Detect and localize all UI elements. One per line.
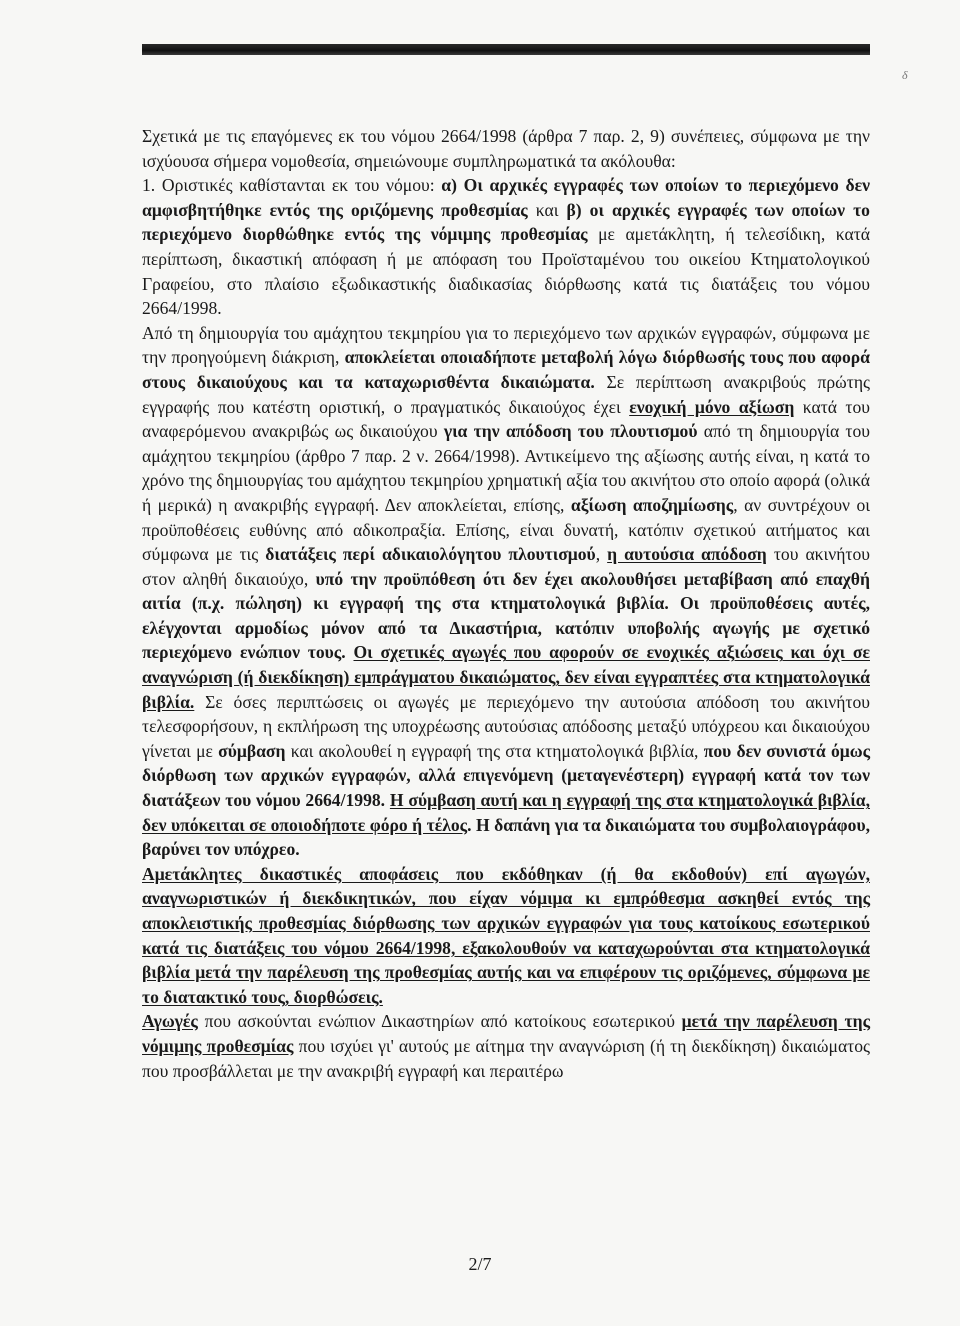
bold-underlined-span: η αυτούσια απόδοση [607,544,767,565]
scan-header-bar [142,44,870,55]
bold-span: β) οι αρχικές εγγραφές των οποίων το περιεχόμενο διορθώθηκε εντός της νόμιμης προθεσμίας [142,199,870,245]
bold-span: σύμβαση [218,740,286,761]
bold-span: αξίωση αποζημίωσης [570,494,734,515]
final-entries-paragraph [142,173,870,321]
text-span: Από τη δημιουργία του αμάχητου τεκμηρίου για το περιεχόμενο των αρχικών εγγραφών, σύμφωνα με την προηγούμενη διάκριση, [142,322,870,368]
bold-span: αποκλείεται οποιαδήποτε μεταβολή λόγω διόρθωσής τους που αφορά στους δικαιούχους και τα καταχωρισθέντα δικαιώματα. [142,347,870,392]
text-span: του ακινήτου στον αληθή δικαιούχο, [142,544,871,589]
text-span: με αμετάκλητη, ή τελεσίδικη, κατά περίπτωση, δικαστική απόφαση ή με απόφαση του Προϊσταμένου του οικείου Κτηματολογικού Γραφείου, στο πλαίσιο εξωδικαστικής διαδικασίας διόρθωσης κατά τις διατάξεις του νόμου 2664/1998. [142,224,870,319]
intro-paragraph [142,124,870,173]
corner-handwritten-mark: δ [902,68,908,82]
text-span: 1. Οριστικές καθίστανται εκ του νόμου: [142,175,442,196]
text-span: από τη δημιουργία του αμάχητου τεκμηρίου (άρθρο 7 παρ. 2 ν. 2664/1998). Αντικείμενο της αξίωσης αυτής είναι, η κατά το χρόνο της δημιουργίας του αμάχητου τεκμηρίου χρηματική αξία του ακινήτου στο οποίο αφορά (ολικά ή μερικά) η ανακριβής εγγραφή. Δεν αποκλείεται, επίσης, [142,421,871,515]
text-span: κατά του αναφερόμενου ανακριβώς ως δικαιούχου [142,396,870,442]
intro-text: Σχετικά με τις επαγόμενες εκ του νόμου 2664/1998 (άρθρα 7 παρ. 2, 9) συνέπειες, σύμφωνα με την ισχύουσα σήμερα νομοθεσία, σημειώνουμε συμπληρωματικά τα ακόλουθα: [142,126,870,171]
text-span: Σε όσες περιπτώσεις οι αγωγές με περιεχόμενο την αυτούσια απόδοση του ακινήτου τελεσφορήσουν, η εκπλήρωση της υποχρέωσης αυτούσιας απόδοσης μεταξύ υπόχρεου και δικαιούχου γίνεται με [142,691,870,761]
bold-underlined-span: ενοχική μόνο αξίωση [629,396,795,417]
bold-underlined-span: Αγωγές [142,1011,198,1032]
final-judgments-paragraph [142,862,870,1010]
bold-span: . Η δαπάνη για τα δικαιώματα του συμβολαιογράφου, βαρύνει τον υπόχρεο. [142,814,870,860]
bold-underlined-span: Αμετάκλητες δικαστικές αποφάσεις που εκδόθηκαν (ή θα εκδοθούν) επί αγωγών, αναγνωριστικών ή διεκδικητικών, που είχαν νόμιμα κι εμπρόθεσμα ασκηθεί εντός της αποκλειστικής προθεσμίας διόρθωσης των αρχικών εγγραφών για τους κατοίκους εσωτερικού κατά τις διατάξεις του νόμου 2664/1998, εξακολουθούν να καταχωρούνται στα κτηματολογικά βιβλία μετά την παρέλευση της προθεσμίας αυτής και να επιφέρουν τις οριζόμενες, σύμφωνα με το διατακτικό τους, διορθώσεις. [142,863,870,1007]
bold-span: υπό την προϋπόθεση ότι δεν έχει ακολουθήσει μεταβίβαση από επαχθή αιτία (π.χ. πώληση) κι εγγραφή της στα κτηματολογικά βιβλία. Οι προϋποθέσεις αυτές, ελέγχονται αρμοδίως μόνον από τα Δικαστήρια, κατόπιν υποβολής αγωγής με σχετικό περιεχόμενο ενώπιον τους. [142,568,870,663]
consequences-paragraph [142,321,870,862]
text-span: και [527,199,567,220]
text-span: που ασκούνται ενώπιον Δικαστηρίων από κατοίκους εσωτερικού [197,1011,682,1032]
text-span: , [595,544,608,565]
text-span: και ακολουθεί η εγγραφή της στα κτηματολογικά βιβλία, [285,740,704,761]
bold-span: διατάξεις περί αδικαιολόγητου πλουτισμού [265,544,596,565]
text-span: , αν συντρέχουν οι προϋποθέσεις ευθύνης από αδικοπραξία. Επίσης, είναι δυνατή, κατόπιν σχετικού αιτήματος και σύμφωνα με τις [142,494,870,565]
page-number: 2/7 [468,1254,492,1274]
bold-underlined-span: μετά την παρέλευση της νόμιμης προθεσμίας [142,1011,870,1056]
text-span: που ισχύει γι' αυτούς με αίτημα την αναγνώριση (ή τη διεκδίκηση) δικαιώματος που προσβάλλεται με την ανακριβή εγγραφή και περαιτέρω [142,1035,870,1081]
text-span: Σε περίπτωση ανακριβούς πρώτης εγγραφής που κατέστη οριστική, ο πραγματικός δικαιούχος έχει [142,371,870,417]
bold-underlined-span: Οι σχετικές αγωγές που αφορούν σε ενοχικές αξιώσεις και όχι σε αναγνώριση (ή διεκδίκηση) εμπράγματου δικαιώματος, δεν είναι εγγραπτέες στα κτηματολογικά βιβλία. [142,642,870,712]
late-lawsuits-paragraph [142,1009,870,1083]
document-body [142,124,870,1083]
bold-span: για την απόδοση του πλουτισμού [443,421,698,442]
bold-span: που δεν συνιστά όμως διόρθωση των αρχικών εγγραφών, αλλά επιγενόμενη (μεταγενέστερη) εγγραφή κατά τον των διατάξεων του νόμου 2664/1998. [142,740,871,811]
bold-underlined-span: Η σύμβαση αυτή και η εγγραφή της στα κτηματολογικά βιβλία, δεν υπόκειται σε οποιοδήποτε φόρο ή τέλος [142,790,870,835]
bold-span: α) Οι αρχικές εγγραφές των οποίων το περιεχόμενο δεν αμφισβητήθηκε εντός της οριζόμενης προθεσμίας [142,175,870,220]
